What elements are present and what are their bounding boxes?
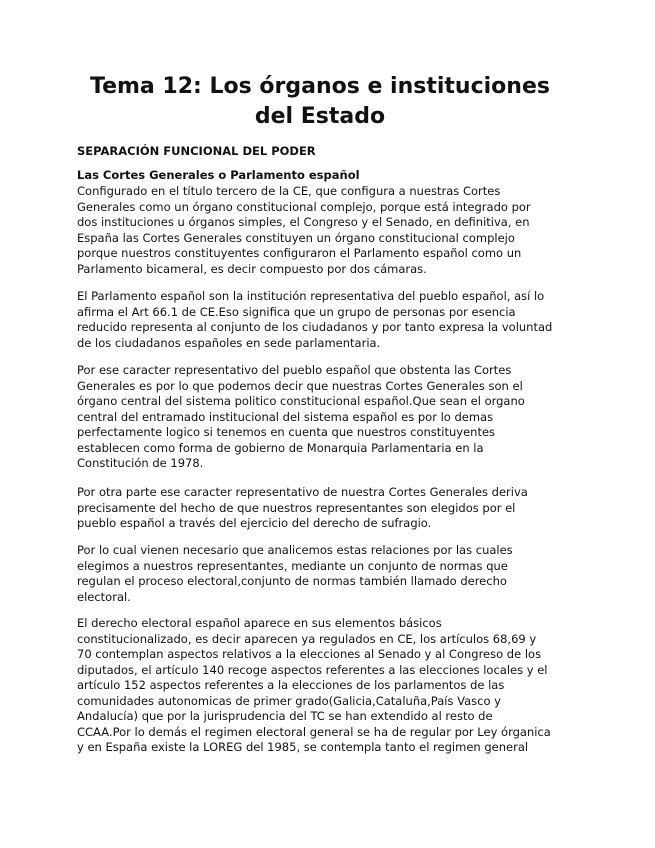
text-line: comunidades autonomicas de primer grado(Galicia,Cataluña,País Vasco y [77, 693, 501, 708]
text-line: constitucionalizado, es decir aparecen ya regulados en CE, los artículos 68,69 y [77, 631, 537, 646]
text-line: pueblo español a través del ejercicio del derecho de sufragio. [77, 516, 432, 530]
text-line: Configurado en el título tercero de la CE, que configura a nuestras Cortes [77, 184, 501, 198]
text-line: diputados, el artículo 140 recoge aspectos referentes a las elecciones locales y el [77, 662, 548, 677]
text-line: y en España existe la LOREG del 1985, se contempla tanto el regimen general [77, 740, 529, 754]
text-line: El Parlamento español son la institución representativa del pueblo español, así lo [77, 289, 545, 303]
text-line: perfectamente logico si tenemos en cuenta que nuestros constituyentes [77, 425, 496, 439]
paragraph-1 [77, 184, 572, 277]
paragraph-3 [77, 363, 572, 472]
text-line: Por ese caracter representativo del pueblo español que obstenta las Cortes [77, 363, 512, 377]
text-line: Por otra parte ese caracter representativo de nuestra Cortes Generales deriva [77, 485, 528, 499]
text-line: dos instituciones u órganos simples, el Congreso y el Senado, en definitiva, en [77, 215, 530, 229]
text-line: España las Cortes Generales constituyen un órgano constitucional complejo [77, 230, 515, 245]
text-line: Generales como un órgano constitucional complejo, porque está integrado por [77, 199, 531, 214]
text-line: afirma el Art 66.1 de CE.Eso significa que un grupo de personas por esencia [77, 304, 516, 319]
text-line: Andalucía) que por la jurisprudencia del TC se han extendido al resto de [77, 709, 493, 723]
text-line: porque nuestros constituyentes configuraron el Parlamento español como un [77, 246, 522, 260]
text-line: 70 contemplan aspectos relativos a la elecciones al Senado y al Congreso de los [77, 647, 542, 661]
page-title [60, 72, 580, 132]
text-line: Parlamento bicameral, es decir compuesto por dos cámaras. [77, 261, 427, 276]
text-line: órgano central del sistema politico constitucional español.Que sean el organo [77, 394, 525, 408]
text-line: Por lo cual vienen necesario que analicemos estas relaciones por las cuales [77, 543, 513, 557]
text-line: reducido representa al conjunto de los ciudadanos y por tanto expresa la voluntad [77, 320, 553, 334]
text-line: artículo 152 aspectos referentes a la elecciones de los parlamentos de las [77, 678, 505, 692]
text-line: El derecho electoral español aparece en sus elementos básicos [77, 616, 442, 630]
text-line: establecen como forma de gobierno de Monarquia Parlamentaria en la [77, 440, 484, 455]
paragraph-2 [77, 289, 572, 351]
paragraph-6 [77, 616, 572, 756]
paragraph-4 [77, 485, 572, 532]
text-line: central del entramado institucional del sistema español es por lo demas [77, 409, 494, 424]
subheading: Las Cortes Generales o Parlamento español [77, 168, 360, 182]
title-line: del Estado [254, 104, 386, 129]
text-line: regulan el proceso electoral,conjunto de normas también llamado derecho [77, 574, 507, 588]
text-line: Constitución de 1978. [77, 456, 204, 470]
text-line: elegimos a nuestros representantes, mediante un conjunto de normas que [77, 558, 508, 573]
text-line: de los ciudadanos españoles en sede parlamentaria. [77, 335, 381, 350]
text-line: electoral. [77, 589, 131, 604]
paragraph-5 [77, 543, 572, 605]
title-line: Tema 12: Los órganos e instituciones [90, 74, 550, 99]
text-line: CCAA.Por lo demás el regimen electoral general se ha de regular por Ley órganica [77, 724, 551, 739]
text-line: Generales es por lo que podemos decir que nuestras Cortes Generales son el [77, 378, 523, 393]
section-heading: SEPARACIÓN FUNCIONAL DEL PODER [77, 144, 316, 158]
text-line: precisamente del hecho de que nuestros representantes son elegidos por el [77, 500, 516, 515]
